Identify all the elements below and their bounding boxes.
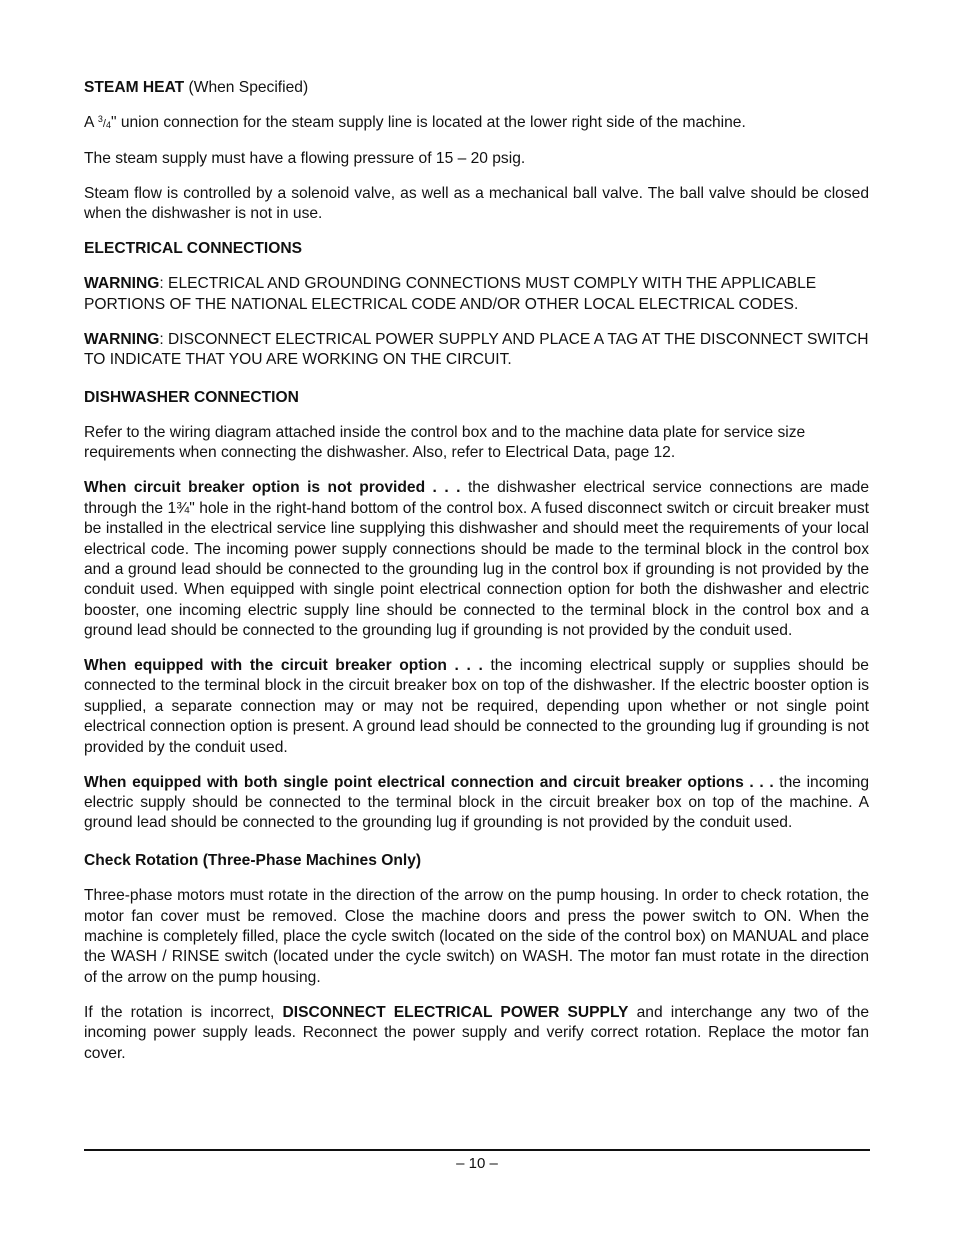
warning-label: WARNING — [84, 275, 160, 293]
breaker-paragraph — [84, 656, 869, 758]
single-point-breaker-label: When equipped with both single point electrical connection and circuit breaker options . . . — [84, 773, 774, 791]
no-breaker-paragraph — [84, 478, 869, 641]
steam-heat-title: STEAM HEAT — [84, 79, 185, 96]
fraction-slash: / — [102, 117, 106, 130]
steam-heat-heading — [84, 78, 869, 98]
rotation-fix-text-end: and interchange any two of the incoming power supply leads. Reconnect the power supply and verify correct rotation. Replace the motor fan cover. — [84, 1003, 869, 1062]
fraction-numerator: 3 — [97, 113, 103, 124]
steam-valve-paragraph: Steam flow is controlled by a solenoid valve, as well as a mechanical ball valve. The ball valve should be closed when the dishwasher is not in use. — [84, 184, 869, 223]
rotation-fix-emphasis: DISCONNECT ELECTRICAL POWER SUPPLY — [282, 1003, 629, 1021]
rotation-fix-text-start: If the rotation is incorrect, — [84, 1003, 283, 1021]
warning-label: WARNING — [84, 330, 160, 348]
footer-rule — [84, 1149, 870, 1151]
document-body — [84, 78, 869, 1078]
page-number: – 10 – — [456, 1155, 498, 1172]
rotation-fix-paragraph — [84, 1003, 869, 1064]
steam-union-paragraph — [84, 113, 869, 134]
warning-paragraph-2 — [84, 330, 869, 371]
single-point-breaker-text: the incoming electric supply should be connected to the terminal block in the circuit breaker box on top of the machine. A ground lead should be connected to the grounding lug if grounding is not provided by the conduit used. — [84, 773, 870, 832]
check-rotation-heading: Check Rotation (Three-Phase Machines Only) — [84, 851, 422, 869]
no-breaker-label: When circuit breaker option is not provided . . . — [84, 479, 461, 497]
steam-heat-qualifier: (When Specified) — [184, 79, 309, 96]
breaker-text: the incoming electrical supply or supplies should be connected to the terminal block in the circuit breaker box on top of the dishwasher. If the electric booster option is supplied, a separate connection may or may not be required, depending upon whether or not single point electrical connection option is present. A ground lead should be connected to the grounding lug if grounding is not provided by the conduit used. — [84, 657, 869, 756]
single-point-breaker-paragraph — [84, 773, 869, 834]
breaker-label: When equipped with the circuit breaker option . . . — [84, 657, 483, 675]
steam-pressure-paragraph: The steam supply must have a flowing pressure of 15 – 20 psig. — [84, 149, 526, 167]
fraction-denominator: 4 — [105, 119, 111, 130]
no-breaker-text: the dishwasher electrical service connections are made through the 1¾" hole in the right-hand bottom of the control box. A fused disconnect switch or circuit breaker must be installed in the electrical service line supplying this dishwasher and should meet the requirements of your local electrical code. The incoming power supply connections should be made to the terminal block in the control box and a ground lead should be connected to the grounding lug in the control box if grounding is not provided by the conduit used. When equipped with single point electrical connection option for both the dishwasher and electric booster, one incoming electric supply line should be connected to the terminal block in the control box and a ground lead should be connected to the grounding lug if grounding is not provided by the conduit used. — [84, 479, 869, 640]
warning-text: : ELECTRICAL AND GROUNDING CONNECTIONS MUST COMPLY WITH THE APPLICABLE PORTIONS OF THE NATIONAL ELECTRICAL CODE AND/OR OTHER LOCAL ELECTRICAL CODES. — [84, 275, 817, 313]
warning-paragraph-1 — [84, 274, 869, 315]
dishwasher-connection-heading: DISHWASHER CONNECTION — [84, 388, 299, 406]
electrical-connections-heading: ELECTRICAL CONNECTIONS — [84, 240, 303, 258]
steam-union-text-end: " union connection for the steam supply line is located at the lower right side of the machine. — [110, 113, 746, 131]
dishwasher-intro-paragraph: Refer to the wiring diagram attached inside the control box and to the machine data plate for service size requirements when connecting the dishwasher. Also, refer to Electrical Data, page 12. — [84, 423, 806, 462]
warning-text: : DISCONNECT ELECTRICAL POWER SUPPLY AND PLACE A TAG AT THE DISCONNECT SWITCH TO INDICATE THAT YOU ARE WORKING ON THE CIRCUIT. — [84, 330, 869, 369]
rotation-check-paragraph: Three-phase motors must rotate in the direction of the arrow on the pump housing. In order to check rotation, the motor fan cover must be removed. Close the machine doors and press the power switch to ON. When the machine is completely filled, place the cycle switch (located on the side of the control box) on MANUAL and place the WASH / RINSE switch (located under the cycle switch) on WASH. The motor fan must rotate in the direction of the arrow on the pump housing. — [84, 887, 869, 986]
steam-union-text-start: A — [84, 113, 98, 131]
